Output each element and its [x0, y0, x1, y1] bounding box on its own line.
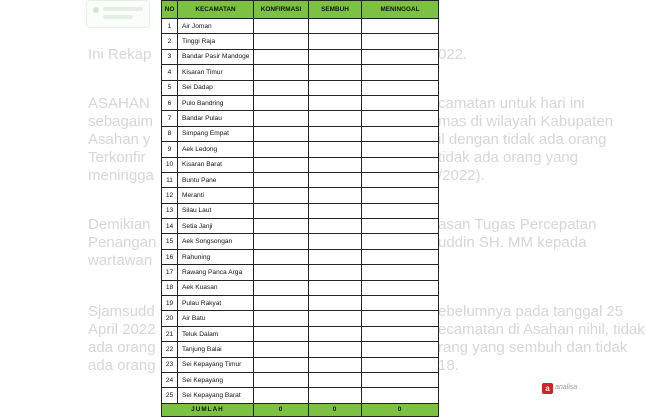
logo-mark-icon: a: [542, 383, 553, 394]
row-konfirmasi: [254, 172, 309, 187]
row-konfirmasi: [254, 65, 309, 80]
bg-text-line: mas di wilayah Kabupaten: [438, 113, 614, 130]
row-konfirmasi: [254, 111, 309, 126]
row-kecamatan: Buntu Pane: [178, 172, 254, 187]
faded-widget-bar: [103, 7, 143, 11]
row-no: 23: [162, 357, 178, 372]
faded-widget-dot: [93, 7, 99, 13]
table-row: [162, 265, 439, 280]
row-konfirmasi: [254, 326, 309, 341]
row-meninggal: [362, 49, 439, 64]
row-meninggal: [362, 157, 439, 172]
row-kecamatan: Bandar Pasir Mandoge: [178, 49, 254, 64]
table-row: [162, 65, 439, 80]
row-konfirmasi: [254, 311, 309, 326]
row-no: 14: [162, 219, 178, 234]
row-kecamatan: Air Joman: [178, 19, 254, 34]
row-kecamatan: Kisaran Barat: [178, 157, 254, 172]
bg-text-line: Asahan y: [88, 131, 151, 148]
bg-text-line: Penangan: [88, 234, 157, 251]
row-no: 16: [162, 249, 178, 264]
row-meninggal: [362, 249, 439, 264]
row-no: 15: [162, 234, 178, 249]
table-row: [162, 19, 439, 34]
bg-text-line: ebelumnya pada tanggal 25: [438, 303, 624, 320]
row-kecamatan: Rahuning: [178, 249, 254, 264]
row-kecamatan: Bandar Pulau: [178, 111, 254, 126]
row-no: 5: [162, 80, 178, 95]
bg-text-line: ada orang: [88, 339, 156, 356]
row-konfirmasi: [254, 34, 309, 49]
row-sembuh: [309, 296, 362, 311]
row-no: 6: [162, 95, 178, 110]
table-row: [162, 142, 439, 157]
faded-widget: [86, 0, 150, 28]
row-meninggal: [362, 357, 439, 372]
header-meninggal: MENINGGAL: [362, 1, 439, 19]
bg-text-line: tidak ada orang yang: [438, 149, 579, 166]
row-no: 18: [162, 280, 178, 295]
row-sembuh: [309, 372, 362, 387]
row-no: 4: [162, 65, 178, 80]
row-sembuh: [309, 95, 362, 110]
row-sembuh: [309, 80, 362, 95]
row-no: 3: [162, 49, 178, 64]
row-meninggal: [362, 311, 439, 326]
row-sembuh: [309, 326, 362, 341]
row-sembuh: [309, 142, 362, 157]
table-row: [162, 357, 439, 372]
row-kecamatan: Aek Ledong: [178, 142, 254, 157]
header-no: NO: [162, 1, 178, 19]
row-sembuh: [309, 49, 362, 64]
row-sembuh: [309, 19, 362, 34]
row-sembuh: [309, 357, 362, 372]
row-sembuh: [309, 34, 362, 49]
table-body: [162, 19, 439, 404]
row-kecamatan: Rawang Panca Arga: [178, 265, 254, 280]
watermark-logo: [542, 382, 594, 396]
table-row: [162, 388, 439, 403]
total-konfirmasi: 0: [254, 403, 309, 416]
bg-text-line: ASAHAN: [88, 95, 150, 112]
row-no: 20: [162, 311, 178, 326]
bg-text-line: Terkonfir: [88, 149, 146, 166]
table-row: [162, 111, 439, 126]
table-row: [162, 49, 439, 64]
row-no: 10: [162, 157, 178, 172]
table-row: [162, 326, 439, 341]
row-no: 9: [162, 142, 178, 157]
row-kecamatan: Meranti: [178, 188, 254, 203]
row-kecamatan: Aek Songsongan: [178, 234, 254, 249]
row-kecamatan: Pulau Rakyat: [178, 296, 254, 311]
bg-text-line: meningga: [88, 167, 154, 184]
row-kecamatan: Sei Kepayang: [178, 372, 254, 387]
table-row: [162, 188, 439, 203]
row-konfirmasi: [254, 219, 309, 234]
row-meninggal: [362, 172, 439, 187]
table-row: [162, 342, 439, 357]
row-no: 7: [162, 111, 178, 126]
bg-text-line: rang yang sembuh dan tidak: [438, 339, 628, 356]
row-sembuh: [309, 65, 362, 80]
table-row: [162, 95, 439, 110]
row-kecamatan: Sei Kepayang Timur: [178, 357, 254, 372]
bg-text-line: /2022).: [438, 167, 485, 184]
row-konfirmasi: [254, 265, 309, 280]
bg-text-line: uddin SH. MM kepada: [438, 234, 587, 251]
row-konfirmasi: [254, 357, 309, 372]
row-meninggal: [362, 126, 439, 141]
bg-text-line: wartawan: [88, 252, 153, 269]
row-meninggal: [362, 372, 439, 387]
table-row: [162, 219, 439, 234]
bg-text-line: camatan untuk hari ini: [438, 95, 585, 112]
row-meninggal: [362, 142, 439, 157]
row-sembuh: [309, 342, 362, 357]
row-meninggal: [362, 326, 439, 341]
bg-text-line: April 2022: [88, 321, 156, 338]
covid-recap-table: [161, 0, 439, 417]
row-sembuh: [309, 311, 362, 326]
row-sembuh: [309, 249, 362, 264]
row-no: 8: [162, 126, 178, 141]
row-kecamatan: Silau Laut: [178, 203, 254, 218]
row-konfirmasi: [254, 142, 309, 157]
row-konfirmasi: [254, 234, 309, 249]
bg-text-line: Demikian: [88, 216, 151, 233]
row-kecamatan: Pulo Bandring: [178, 95, 254, 110]
header-konfirmasi: KONFIRMASI: [254, 1, 309, 19]
row-kecamatan: Setia Janji: [178, 219, 254, 234]
table-row: [162, 34, 439, 49]
bg-text-line: sebagaim: [88, 113, 154, 130]
row-konfirmasi: [254, 19, 309, 34]
row-sembuh: [309, 157, 362, 172]
row-meninggal: [362, 265, 439, 280]
bg-text-line: il dengan tidak ada orang: [438, 131, 607, 148]
row-kecamatan: Simpang Empat: [178, 126, 254, 141]
row-no: 1: [162, 19, 178, 34]
covid-recap-table-image: [161, 0, 438, 414]
table-row: [162, 249, 439, 264]
total-label: JUMLAH: [162, 403, 254, 416]
row-kecamatan: Tinggi Raja: [178, 34, 254, 49]
table-row: [162, 157, 439, 172]
table-total-row: [162, 403, 439, 416]
row-kecamatan: Sei Dadap: [178, 80, 254, 95]
row-konfirmasi: [254, 388, 309, 403]
row-konfirmasi: [254, 188, 309, 203]
table-row: [162, 172, 439, 187]
row-meninggal: [362, 388, 439, 403]
table-row: [162, 296, 439, 311]
row-meninggal: [362, 188, 439, 203]
row-meninggal: [362, 111, 439, 126]
row-konfirmasi: [254, 372, 309, 387]
logo-wordmark: analisa: [555, 384, 578, 391]
row-no: 25: [162, 388, 178, 403]
bg-text-line: asan Tugas Percepatan: [438, 216, 597, 233]
table-row: [162, 372, 439, 387]
row-no: 17: [162, 265, 178, 280]
row-meninggal: [362, 80, 439, 95]
row-meninggal: [362, 219, 439, 234]
table-row: [162, 203, 439, 218]
row-meninggal: [362, 342, 439, 357]
row-no: 22: [162, 342, 178, 357]
row-meninggal: [362, 296, 439, 311]
row-sembuh: [309, 219, 362, 234]
table-row: [162, 280, 439, 295]
row-konfirmasi: [254, 280, 309, 295]
row-sembuh: [309, 265, 362, 280]
table-row: [162, 126, 439, 141]
row-sembuh: [309, 111, 362, 126]
row-no: 24: [162, 372, 178, 387]
row-meninggal: [362, 19, 439, 34]
row-kecamatan: Air Batu: [178, 311, 254, 326]
row-sembuh: [309, 126, 362, 141]
row-no: 11: [162, 172, 178, 187]
row-meninggal: [362, 95, 439, 110]
row-no: 21: [162, 326, 178, 341]
bg-text-line: 18.: [438, 357, 459, 374]
table-row: [162, 311, 439, 326]
row-sembuh: [309, 203, 362, 218]
bg-text-line: ada orang: [88, 357, 156, 374]
row-konfirmasi: [254, 342, 309, 357]
row-kecamatan: Sei Kepayang Barat: [178, 388, 254, 403]
row-sembuh: [309, 188, 362, 203]
row-no: 19: [162, 296, 178, 311]
bg-text-line: ecamatan di Asahan nihil, tidak: [438, 321, 645, 338]
row-kecamatan: Tanjung Balai: [178, 342, 254, 357]
row-sembuh: [309, 234, 362, 249]
row-konfirmasi: [254, 157, 309, 172]
row-sembuh: [309, 280, 362, 295]
bg-text-line: Sjamsudd: [88, 303, 155, 320]
row-konfirmasi: [254, 80, 309, 95]
row-konfirmasi: [254, 249, 309, 264]
bg-text-line: 022.: [438, 46, 468, 63]
row-kecamatan: Teluk Dalam: [178, 326, 254, 341]
row-konfirmasi: [254, 95, 309, 110]
row-meninggal: [362, 65, 439, 80]
row-meninggal: [362, 280, 439, 295]
table-row: [162, 234, 439, 249]
row-konfirmasi: [254, 49, 309, 64]
table-row: [162, 80, 439, 95]
faded-widget-bar: [103, 15, 133, 19]
row-meninggal: [362, 203, 439, 218]
row-konfirmasi: [254, 296, 309, 311]
header-sembuh: SEMBUH: [309, 1, 362, 19]
row-sembuh: [309, 388, 362, 403]
header-kecamatan: KECAMATAN: [178, 1, 254, 19]
row-meninggal: [362, 234, 439, 249]
bg-text-line: Ini Rekap: [88, 46, 152, 63]
row-konfirmasi: [254, 126, 309, 141]
row-konfirmasi: [254, 203, 309, 218]
table-header-row: [162, 1, 439, 19]
row-no: 2: [162, 34, 178, 49]
row-kecamatan: Aek Kuasan: [178, 280, 254, 295]
total-sembuh: 0: [309, 403, 362, 416]
total-meninggal: 0: [362, 403, 439, 416]
row-no: 13: [162, 203, 178, 218]
row-no: 12: [162, 188, 178, 203]
row-sembuh: [309, 172, 362, 187]
row-kecamatan: Kisaran Timur: [178, 65, 254, 80]
row-meninggal: [362, 34, 439, 49]
